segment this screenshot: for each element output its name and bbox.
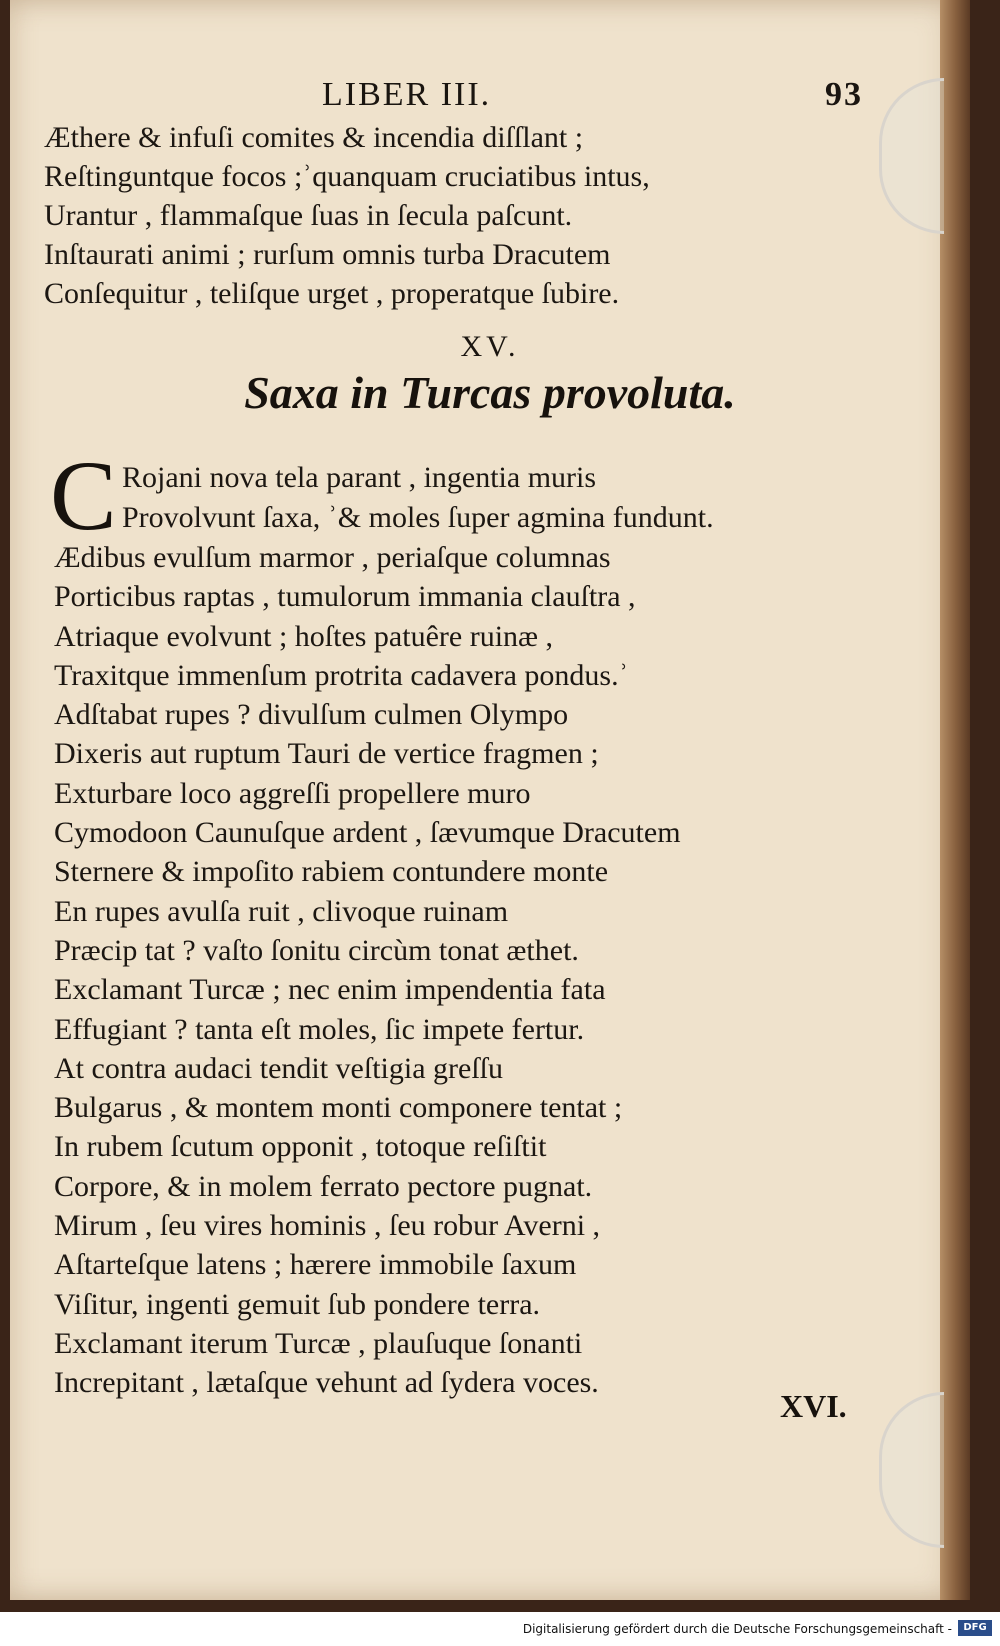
verse-line: Rojani nova tela parant , ingentia muris — [122, 461, 597, 494]
funding-credit: Digitalisierung gefördert durch die Deutsche Forschungsgemeinschaft - — [522, 1622, 952, 1636]
verse-line: En rupes avulſa ruit , clivoque ruinam — [54, 894, 509, 928]
catchword: XVI. — [780, 1388, 847, 1424]
verse-line: Atriaque evolvunt ; hoſtes patuêre ruinæ , — [54, 619, 554, 653]
verse-line: Exclamant iterum Turcæ , plauſuque ſonanti — [54, 1326, 583, 1360]
verse-line: Æthere & infuſi comites & incendia diſſlant ; — [44, 121, 584, 154]
top-verse-block — [44, 118, 864, 313]
verse-line: Conſequitur , teliſque urget , properatque ſubire. — [44, 277, 620, 310]
verse-line: Cymodoon Caunuſque ardent , ſævumque Dracutem — [54, 816, 681, 850]
verse-line: Viſitur, ingenti gemuit ſub pondere terra. — [54, 1287, 541, 1321]
page-header — [10, 76, 970, 120]
running-title: LIBER III. — [322, 76, 492, 113]
verse-line: Provolvunt ſaxa, ʾ& moles ſuper agmina fundunt. — [122, 501, 714, 534]
verse-line: Sternere & impoſito rabiem contundere monte — [54, 855, 609, 889]
footer-bar — [0, 1612, 1000, 1646]
verse-line: Exturbare loco aggreſſi propellere muro — [54, 776, 531, 810]
verse-line: Præcip tat ? vaſto ſonitu circùm tonat æthet. — [54, 933, 579, 967]
verse-line: Increpitant , lætaſque vehunt ad ſydera voces. — [54, 1366, 599, 1400]
section-number: XV. — [460, 330, 520, 363]
drop-cap: C — [50, 440, 117, 551]
verse-line: Urantur , flammaſque ſuas in ſecula paſcunt. — [44, 199, 573, 232]
book-page — [10, 0, 970, 1600]
opening-lines — [122, 458, 714, 538]
page-edge — [940, 0, 970, 1600]
verse-line: Inſtaurati animi ; rurſum omnis turba Dracutem — [44, 238, 611, 271]
dfg-logo: DFG — [958, 1620, 992, 1636]
verse-line: Aſtarteſque latens ; hærere immobile ſaxum — [54, 1248, 577, 1282]
main-verse-block — [54, 538, 874, 1403]
verse-line: At contra audaci tendit veſtigia greſſu — [54, 1051, 504, 1085]
section-title: Saxa in Turcas provoluta. — [244, 367, 736, 418]
verse-line: In rubem ſcutum opponit , totoque reſiſtit — [54, 1130, 547, 1164]
page-number: 93 — [825, 76, 863, 113]
page-clip-bottom — [879, 1392, 944, 1548]
verse-line: Bulgarus , & montem monti componere tentat ; — [54, 1091, 623, 1125]
verse-line: Effugiant ? tanta eſt moles, ſic impete fertur. — [54, 1012, 585, 1046]
verse-line: Porticibus raptas , tumulorum immania clauſtra , — [54, 580, 636, 614]
verse-line: Adſtabat rupes ? divulſum culmen Olympo — [54, 698, 569, 732]
verse-line: Traxitque immenſum protrita cadavera pondus.ʾ — [54, 658, 629, 692]
verse-line: Dixeris aut ruptum Tauri de vertice fragmen ; — [54, 737, 599, 771]
verse-line: Mirum , ſeu vires hominis , ſeu robur Averni , — [54, 1209, 601, 1243]
verse-line: Corpore, & in molem ferrato pectore pugnat. — [54, 1169, 593, 1203]
verse-line: Ædibus evulſum marmor , periaſque columnas — [54, 541, 611, 574]
verse-line: Reſtinguntque focos ;ʾquanquam cruciatibus intus, — [44, 160, 650, 193]
verse-line: Exclamant Turcæ ; nec enim impendentia fata — [54, 973, 606, 1007]
